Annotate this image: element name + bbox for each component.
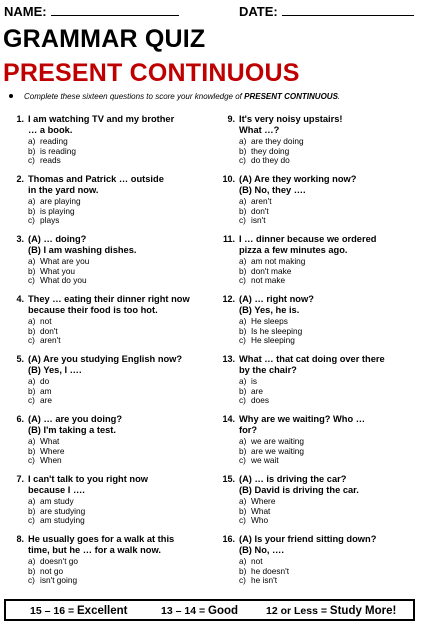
- answer-options: [28, 437, 210, 466]
- question-stem: [239, 474, 421, 496]
- questions-right-column: [217, 114, 417, 594]
- option-text: What are you: [40, 256, 90, 266]
- answer-option: [28, 396, 210, 406]
- option-letter: a): [239, 496, 247, 506]
- option-text: aren't: [40, 335, 61, 346]
- score-item: [161, 605, 238, 617]
- answer-options: [239, 377, 421, 406]
- option-letter: a): [239, 376, 247, 386]
- option-letter: c): [28, 575, 35, 586]
- option-text: am not making: [251, 256, 306, 266]
- option-text: What: [40, 436, 60, 446]
- option-letter: c): [239, 155, 246, 166]
- score-range: 12 or Less =: [266, 605, 330, 617]
- score-label: Good: [208, 605, 239, 617]
- option-letter: a): [239, 136, 247, 146]
- question: [6, 234, 206, 294]
- option-text: am: [40, 385, 52, 396]
- quiz-title: GRAMMAR QUIZ: [3, 25, 206, 53]
- option-letter: c): [28, 455, 35, 466]
- question-number: 11.: [222, 234, 235, 244]
- option-text: are studying: [40, 505, 86, 516]
- questions-left-column: [6, 114, 206, 594]
- option-letter: b): [28, 325, 36, 336]
- option-text: don't: [251, 205, 269, 216]
- question-stem-line: (B) No, ….: [239, 545, 284, 555]
- question-stem: [28, 354, 210, 376]
- question-stem: [239, 354, 421, 376]
- option-text: doesn't go: [40, 556, 79, 566]
- option-letter: b): [28, 445, 36, 456]
- answer-option: [239, 336, 421, 346]
- option-letter: c): [28, 215, 35, 226]
- answer-options: [239, 137, 421, 166]
- option-letter: b): [239, 145, 247, 156]
- option-letter: a): [28, 136, 36, 146]
- question-body: [239, 414, 421, 466]
- question-stem-line: (A) Are they working now?: [239, 174, 357, 184]
- option-letter: a): [28, 496, 36, 506]
- question-stem: [28, 414, 210, 436]
- question-stem-line: in the yard now.: [28, 185, 99, 195]
- question: [6, 414, 206, 474]
- question-stem: [28, 114, 210, 136]
- score-item: [266, 605, 396, 617]
- answer-options: [239, 557, 421, 586]
- question-stem-line: Why are we waiting? Who …: [239, 414, 366, 424]
- question-number: 1.: [16, 114, 24, 124]
- option-text: aren't: [251, 196, 272, 206]
- option-letter: a): [239, 256, 247, 266]
- question-stem-line: I can't talk to you right now: [28, 474, 148, 484]
- question: [217, 114, 417, 174]
- option-text: Is he sleeping: [251, 325, 303, 336]
- answer-option: [28, 456, 210, 466]
- answer-option: [28, 216, 210, 226]
- option-letter: c): [239, 395, 246, 406]
- answer-option: [28, 377, 210, 387]
- question-stem: [239, 534, 421, 556]
- option-letter: b): [239, 565, 247, 576]
- question-stem-line: (B) Yes, he is.: [239, 305, 300, 315]
- answer-option: [28, 156, 210, 166]
- score-range: 15 – 16 =: [30, 605, 77, 617]
- date-label: DATE:: [239, 4, 278, 19]
- answer-option: [28, 336, 210, 346]
- option-text: Who: [251, 515, 269, 526]
- option-letter: b): [239, 505, 247, 516]
- question-stem: [28, 234, 210, 256]
- question-number: 16.: [222, 534, 235, 544]
- option-text: are: [40, 395, 52, 406]
- option-text: not: [40, 316, 52, 326]
- question-body: [28, 414, 210, 466]
- question-stem-line: (A) … doing?: [28, 234, 87, 244]
- option-letter: a): [28, 556, 36, 566]
- option-text: am study: [40, 496, 74, 506]
- question-stem: [239, 174, 421, 196]
- question: [6, 534, 206, 594]
- answer-option: [239, 276, 421, 286]
- question: [217, 294, 417, 354]
- question-body: [28, 234, 210, 286]
- question-body: [28, 534, 210, 586]
- option-letter: a): [239, 436, 247, 446]
- option-letter: b): [239, 265, 247, 276]
- option-text: reading: [40, 136, 68, 146]
- question-number: 5.: [16, 354, 24, 364]
- option-text: is: [251, 376, 257, 386]
- question-body: [28, 174, 210, 226]
- option-text: we are waiting: [251, 436, 305, 446]
- option-letter: b): [28, 205, 36, 216]
- option-text: are: [251, 385, 263, 396]
- question-stem: [239, 414, 421, 436]
- question-number: 7.: [16, 474, 24, 484]
- question-number: 13.: [222, 354, 235, 364]
- question-body: [28, 114, 210, 166]
- question-stem-line: (B) I am washing dishes.: [28, 245, 137, 255]
- instruction-text: Complete these sixteen questions to score your knowledge of: [24, 92, 245, 101]
- question-stem: [28, 534, 210, 556]
- answer-options: [28, 257, 210, 286]
- answer-options: [28, 497, 210, 526]
- option-text: does: [251, 395, 269, 406]
- bullet-icon: [9, 94, 13, 98]
- question-number: 8.: [16, 534, 24, 544]
- option-letter: c): [28, 155, 35, 166]
- option-letter: a): [28, 196, 36, 206]
- answer-option: [239, 156, 421, 166]
- score-range: 13 – 14 =: [161, 605, 208, 617]
- option-text: do: [40, 376, 50, 386]
- question-body: [239, 474, 421, 526]
- option-letter: b): [239, 205, 247, 216]
- option-letter: a): [28, 436, 36, 446]
- question-body: [239, 294, 421, 346]
- option-letter: b): [239, 325, 247, 336]
- question-stem-line: He usually goes for a walk at this: [28, 534, 175, 544]
- option-text: are we waiting: [251, 445, 305, 456]
- name-blank-line: [51, 4, 179, 16]
- option-text: What: [251, 505, 271, 516]
- option-text: is playing: [40, 205, 75, 216]
- option-letter: b): [239, 385, 247, 396]
- question-number: 9.: [227, 114, 235, 124]
- question-number: 2.: [16, 174, 24, 184]
- question: [217, 474, 417, 534]
- answer-option: [239, 456, 421, 466]
- option-text: He sleeping: [251, 335, 295, 346]
- question-stem: [239, 294, 421, 316]
- option-letter: c): [28, 275, 35, 286]
- answer-options: [28, 377, 210, 406]
- option-letter: a): [239, 196, 247, 206]
- question-stem-line: time, but he … for a walk now.: [28, 545, 161, 555]
- option-text: are they doing: [251, 136, 304, 146]
- option-letter: a): [239, 556, 247, 566]
- instruction-emphasis: PRESENT CONTINUOUS: [244, 92, 338, 101]
- answer-option: [239, 576, 421, 586]
- answer-options: [239, 437, 421, 466]
- question-stem-line: Thomas and Patrick … outside: [28, 174, 164, 184]
- question-stem-line: (B) Yes, I ….: [28, 365, 82, 375]
- option-letter: c): [239, 515, 246, 526]
- option-letter: c): [28, 335, 35, 346]
- question-stem-line: … a book.: [28, 125, 73, 135]
- option-text: am studying: [40, 515, 85, 526]
- answer-options: [239, 257, 421, 286]
- option-letter: b): [28, 565, 36, 576]
- question: [6, 174, 206, 234]
- question: [6, 294, 206, 354]
- question-number: 4.: [16, 294, 24, 304]
- option-text: is reading: [40, 145, 76, 156]
- question-body: [239, 234, 421, 286]
- question-stem-line: What … that cat doing over there: [239, 354, 385, 364]
- option-text: What you: [40, 265, 76, 276]
- answer-options: [28, 137, 210, 166]
- question-stem-line: because their food is too hot.: [28, 305, 158, 315]
- option-text: Where: [251, 496, 276, 506]
- answer-option: [239, 216, 421, 226]
- option-text: they doing: [251, 145, 290, 156]
- question-number: 10.: [222, 174, 235, 184]
- question-stem-line: for?: [239, 425, 258, 435]
- date-field: [239, 4, 414, 19]
- question: [217, 534, 417, 594]
- answer-option: [239, 396, 421, 406]
- question-body: [239, 114, 421, 166]
- option-text: not: [251, 556, 263, 566]
- option-text: He sleeps: [251, 316, 288, 326]
- question: [217, 234, 417, 294]
- answer-option: [28, 516, 210, 526]
- score-label: Excellent: [77, 605, 128, 617]
- question-stem-line: I … dinner because we ordered: [239, 234, 377, 244]
- option-letter: a): [28, 316, 36, 326]
- option-letter: c): [239, 575, 246, 586]
- answer-option: [239, 207, 421, 217]
- answer-option: [28, 276, 210, 286]
- question-stem-line: (A) … is driving the car?: [239, 474, 347, 484]
- question-stem-line: (B) I'm taking a test.: [28, 425, 116, 435]
- option-text: not go: [40, 565, 64, 576]
- answer-option: [28, 576, 210, 586]
- option-text: When: [40, 455, 62, 466]
- question-stem-line: It's very noisy upstairs!: [239, 114, 343, 124]
- question-stem-line: (A) … right now?: [239, 294, 314, 304]
- question-stem-line: pizza a few minutes ago.: [239, 245, 348, 255]
- option-text: Where: [40, 445, 65, 456]
- option-text: we wait: [251, 455, 279, 466]
- question-number: 14.: [222, 414, 235, 424]
- option-letter: c): [239, 335, 246, 346]
- question: [217, 174, 417, 234]
- score-key: [4, 599, 415, 621]
- question-number: 6.: [16, 414, 24, 424]
- question-stem-line: (B) No, they ….: [239, 185, 306, 195]
- date-blank-line: [282, 4, 414, 16]
- question-body: [239, 174, 421, 226]
- question-body: [239, 354, 421, 406]
- question-body: [28, 354, 210, 406]
- answer-options: [239, 497, 421, 526]
- question-stem-line: (A) Are you studying English now?: [28, 354, 183, 364]
- option-text: isn't: [251, 215, 266, 226]
- option-letter: c): [239, 215, 246, 226]
- question-stem-line: by the chair?: [239, 365, 297, 375]
- score-label: Study More!: [329, 605, 397, 617]
- question-number: 15.: [222, 474, 235, 484]
- answer-option: [239, 516, 421, 526]
- answer-options: [28, 197, 210, 226]
- option-text: he doesn't: [251, 565, 290, 576]
- instruction-end: .: [337, 92, 341, 101]
- option-text: do they do: [251, 155, 290, 166]
- option-letter: b): [28, 145, 36, 156]
- option-text: are playing: [40, 196, 81, 206]
- option-text: plays: [40, 215, 60, 226]
- option-text: don't make: [251, 265, 292, 276]
- option-letter: c): [239, 455, 246, 466]
- question-body: [28, 294, 210, 346]
- option-letter: a): [28, 376, 36, 386]
- question-stem-line: (A) Is your friend sitting down?: [239, 534, 377, 544]
- answer-options: [28, 557, 210, 586]
- answer-options: [239, 197, 421, 226]
- option-letter: b): [239, 445, 247, 456]
- question: [6, 354, 206, 414]
- option-letter: b): [28, 265, 36, 276]
- question: [217, 354, 417, 414]
- option-letter: c): [28, 395, 35, 406]
- instructions: [9, 92, 340, 101]
- question-body: [239, 534, 421, 586]
- question-stem-line: because I ….: [28, 485, 85, 495]
- question-stem-line: They … eating their dinner right now: [28, 294, 190, 304]
- name-field: [4, 4, 179, 19]
- answer-options: [28, 317, 210, 346]
- question-stem: [28, 294, 210, 316]
- question: [6, 474, 206, 534]
- question-stem: [239, 114, 421, 136]
- score-item: [30, 605, 128, 617]
- option-letter: c): [28, 515, 35, 526]
- question-number: 3.: [16, 234, 24, 244]
- question-stem-line: (B) David is driving the car.: [239, 485, 359, 495]
- answer-options: [239, 317, 421, 346]
- option-text: not make: [251, 275, 286, 286]
- answer-option: [28, 387, 210, 397]
- answer-option: [239, 377, 421, 387]
- question-stem-line: I am watching TV and my brother: [28, 114, 175, 124]
- name-label: NAME:: [4, 4, 47, 19]
- question-stem: [239, 234, 421, 256]
- option-letter: b): [28, 385, 36, 396]
- option-text: reads: [40, 155, 61, 166]
- question-number: 12.: [222, 294, 235, 304]
- question: [217, 414, 417, 474]
- question: [6, 114, 206, 174]
- option-text: What do you: [40, 275, 87, 286]
- option-letter: b): [28, 505, 36, 516]
- question-stem: [28, 474, 210, 496]
- option-letter: a): [239, 316, 247, 326]
- topic-title: PRESENT CONTINUOUS: [3, 59, 300, 87]
- option-text: he isn't: [251, 575, 278, 586]
- option-letter: a): [28, 256, 36, 266]
- question-stem: [28, 174, 210, 196]
- option-text: don't: [40, 325, 58, 336]
- question-stem-line: (A) … are you doing?: [28, 414, 122, 424]
- question-stem-line: What …?: [239, 125, 280, 135]
- question-body: [28, 474, 210, 526]
- option-letter: c): [239, 275, 246, 286]
- option-text: isn't going: [40, 575, 78, 586]
